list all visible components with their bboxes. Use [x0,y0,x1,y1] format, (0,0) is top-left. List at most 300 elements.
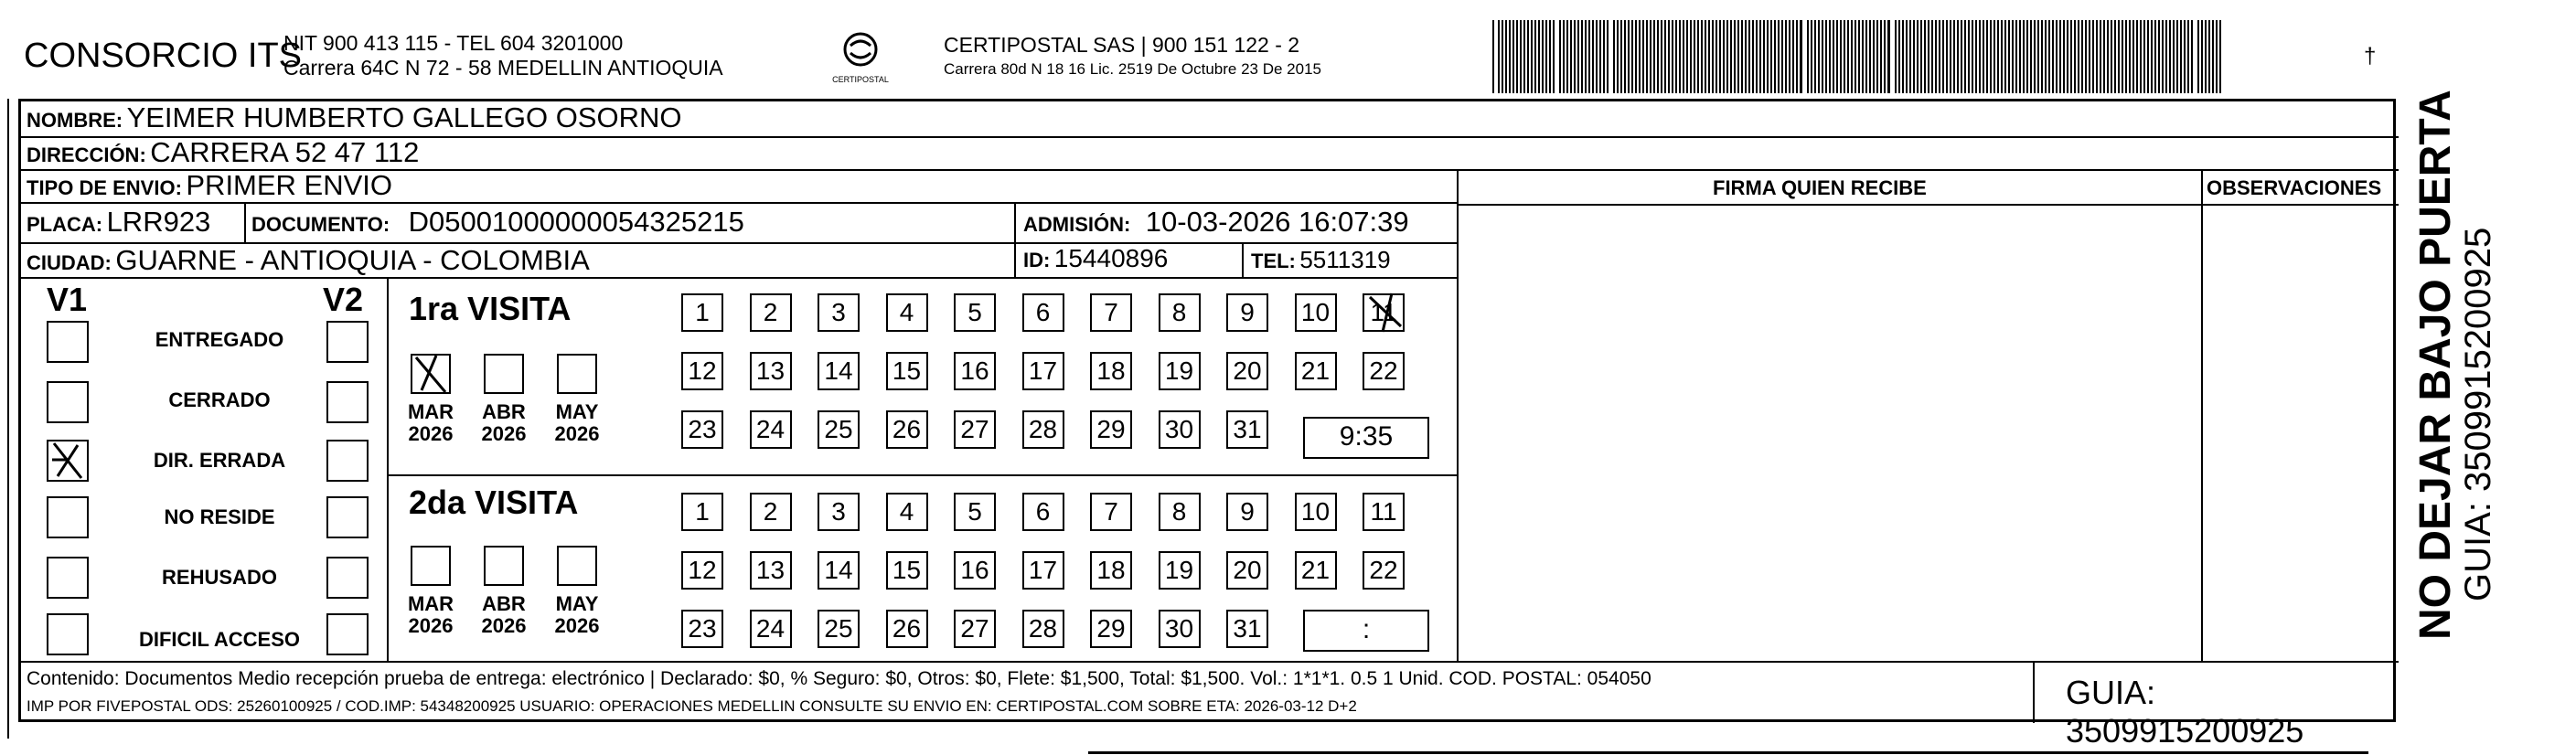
barcode-bar [2012,20,2014,93]
barcode-bar [1781,20,1783,93]
first-visit-time[interactable]: 9:35 [1303,417,1429,459]
cert-line-1: CERTIPOSTAL SAS | 900 151 122 - 2 [944,33,1300,57]
barcode-bar [2187,20,2189,93]
barcode-bar [1585,20,1587,93]
second-day-31[interactable]: 31 [1226,610,1268,648]
second-day-1[interactable]: 1 [681,493,723,531]
barcode-bar [1920,20,1922,93]
first-day-16[interactable]: 16 [954,352,996,390]
second-day-26[interactable]: 26 [886,610,928,648]
barcode-bar [2085,20,2087,93]
status-dificil-acceso: DIFICIL ACCESO [138,628,300,651]
status-entregado: ENTREGADO [155,328,284,351]
status-dir-errada: DIR. ERRADA [153,449,286,472]
first-day-10[interactable]: 10 [1295,293,1337,332]
barcode-bar [1792,20,1794,93]
second-day-11[interactable]: 11 [1363,493,1405,531]
id-value: 15440896 [1053,244,1169,272]
barcode-bar [1730,20,1732,93]
barcode-bar [1993,20,1995,93]
barcode-bar [1789,20,1790,93]
second-day-21[interactable]: 21 [1295,551,1337,590]
barcode-bar [2041,20,2043,93]
second-month-may-checkbox[interactable] [557,546,597,586]
firma-heading: FIRMA QUIEN RECIBE [1713,176,1927,199]
barcode-bar [1752,20,1754,93]
barcode-bar [1683,20,1684,93]
first-day-28[interactable]: 28 [1022,410,1064,449]
id-cell [1023,244,1168,273]
barcode-bar [1829,20,1831,93]
barcode-bar [1939,20,1940,93]
barcode-bar [1566,20,1568,93]
v1-dificil-acceso-checkbox[interactable] [47,613,89,655]
barcode-bar [1814,20,1816,93]
barcode-bar [2045,20,2047,93]
v1-dir-errada-checkbox[interactable] [47,440,89,482]
placa-cell [27,206,210,239]
barcode-bar [1705,20,1706,93]
barcode-bar [1624,20,1626,93]
barcode-bar [1581,20,1583,93]
first-month-abr-label: ABR 2026 [481,400,527,445]
barcode-bar [1855,20,1856,93]
barcode-bar [1726,20,1728,93]
barcode-bar [1957,20,1959,93]
barcode-bar [2034,20,2036,93]
barcode-bar [1549,20,1551,93]
barcode-bar [2151,20,2153,93]
second-day-27[interactable]: 27 [954,610,996,648]
direccion-row [27,136,419,169]
first-month-may-checkbox[interactable] [557,354,597,394]
first-day-9[interactable]: 9 [1226,293,1268,332]
barcode-bar [2103,20,2105,93]
delivery-form [18,99,2396,750]
v1-rehusado-checkbox[interactable] [47,557,89,599]
barcode-bar [1964,20,1966,93]
first-day-12[interactable]: 12 [681,352,723,390]
barcode-bar [1509,20,1511,93]
col-divider [1242,242,1244,277]
barcode-bar [1972,20,1973,93]
barcode-bar [1642,20,1644,93]
second-day-28[interactable]: 28 [1022,610,1064,648]
first-month-mar-label: MAR 2026 [407,400,454,445]
documento-cell [251,206,744,239]
v2-rehusado-checkbox[interactable] [326,557,369,599]
first-day-11[interactable] [1363,293,1405,332]
first-day-25[interactable]: 25 [818,410,860,449]
barcode-bar [2008,20,2010,93]
barcode-bar [1818,20,1820,93]
barcode-bar [1997,20,1999,93]
barcode-bar [1534,20,1536,93]
barcode-bar [2158,20,2160,93]
cert-line-2: Carrera 80d N 18 16 Lic. 2519 De Octubre 23 De 2015 [944,60,1321,78]
barcode-bar [1928,20,1929,93]
barcode-bar [2037,20,2039,93]
barcode-bar [2165,20,2167,93]
barcode-bar [1807,20,1809,93]
barcode-bar [1545,20,1547,93]
direccion-value: CARRERA 52 47 112 [150,136,420,168]
barcode-bar [1672,20,1673,93]
barcode-bar [2023,20,2025,93]
barcode-bar [1917,20,1919,93]
second-day-12[interactable]: 12 [681,551,723,590]
barcode-bar [2056,20,2058,93]
barcode-bar [1599,20,1601,93]
second-day-3[interactable]: 3 [818,493,860,531]
logo-text: CERTIPOSTAL [832,75,889,84]
barcode-bar [1661,20,1662,93]
barcode-bar [1664,20,1666,93]
barcode-bar [1895,20,1897,93]
barcode-bar [1898,20,1900,93]
barcode-bar [1862,20,1864,93]
first-day-15[interactable]: 15 [886,352,928,390]
barcode-bar [2154,20,2156,93]
barcode-bar [2074,20,2076,93]
second-day-8[interactable]: 8 [1159,493,1201,531]
barcode-bar [1719,20,1721,93]
handwritten-check-icon [412,356,449,392]
second-visit-title: 2da VISITA [409,484,579,521]
barcode-bar [1785,20,1787,93]
barcode-bar [1770,20,1772,93]
second-month-abr-label: ABR 2026 [481,592,527,637]
col-divider [2201,169,2203,661]
barcode-bar [2059,20,2061,93]
barcode-bar [1657,20,1659,93]
first-day-24[interactable]: 24 [750,410,792,449]
second-day-25[interactable]: 25 [818,610,860,648]
barcode-bar [2197,20,2199,93]
second-day-13[interactable]: 13 [750,551,792,590]
guia-number: GUIA: 3509915200925 [2066,674,2304,750]
barcode-bar [2212,20,2214,93]
barcode-bar [1950,20,1951,93]
first-day-2[interactable]: 2 [750,293,792,332]
first-visit-title: 1ra VISITA [409,290,572,327]
barcode-bar [2147,20,2149,93]
barcode-bar [2111,20,2112,93]
barcode-bar [1924,20,1926,93]
first-day-3[interactable]: 3 [818,293,860,332]
page-edge-line [7,99,9,739]
barcode-bar [1574,20,1576,93]
first-day-26[interactable]: 26 [886,410,928,449]
barcode-bar [1942,20,1944,93]
first-day-17[interactable]: 17 [1022,352,1064,390]
barcode-bar [2063,20,2065,93]
barcode [1492,20,2224,93]
barcode-bar [1748,20,1750,93]
barcode-bar [1873,20,1875,93]
barcode-bar [2052,20,2054,93]
barcode-bar [1800,20,1802,93]
nombre-label: NOMBRE: [27,109,123,132]
second-day-9[interactable]: 9 [1226,493,1268,531]
second-day-30[interactable]: 30 [1159,610,1201,648]
first-day-13[interactable]: 13 [750,352,792,390]
barcode-bar [1774,20,1776,93]
barcode-bar [2205,20,2207,93]
second-month-may-label: MAY 2026 [554,592,600,637]
barcode-bar [2191,20,2193,93]
v2-dir-errada-checkbox[interactable] [326,440,369,482]
barcode-bar [1607,20,1609,93]
barcode-bar [1833,20,1834,93]
v2-cerrado-checkbox[interactable] [326,381,369,423]
barcode-bar [2132,20,2134,93]
placa-value: LRR923 [106,206,211,238]
barcode-bar [2169,20,2171,93]
barcode-bar [2180,20,2182,93]
barcode-bar [2081,20,2083,93]
col-divider [1014,202,1016,277]
barcode-bar [1577,20,1579,93]
barcode-bar [1953,20,1955,93]
second-day-4[interactable]: 4 [886,493,928,531]
first-day-19[interactable]: 19 [1159,352,1201,390]
barcode-bar [1596,20,1598,93]
ciudad-label: CIUDAD: [27,251,112,274]
barcode-bar [1961,20,1962,93]
first-day-23[interactable]: 23 [681,410,723,449]
barcode-bar [1563,20,1565,93]
first-month-may-label: MAY 2026 [554,400,600,445]
signature-field[interactable] [1460,206,2197,657]
barcode-bar [2184,20,2186,93]
second-day-24[interactable]: 24 [750,610,792,648]
first-day-4[interactable]: 4 [886,293,928,332]
second-day-16[interactable]: 16 [954,551,996,590]
row-divider [21,277,1457,279]
first-day-18[interactable]: 18 [1090,352,1132,390]
barcode-bar [1639,20,1641,93]
second-day-23[interactable]: 23 [681,610,723,648]
second-day-19[interactable]: 19 [1159,551,1201,590]
tel-label: TEL: [1251,250,1296,272]
barcode-bar [1553,20,1555,93]
first-day-5[interactable]: 5 [954,293,996,332]
first-month-abr-checkbox[interactable] [484,354,524,394]
row-divider [21,202,1457,204]
barcode-bar [2125,20,2127,93]
first-day-6[interactable]: 6 [1022,293,1064,332]
barcode-bar [1990,20,1992,93]
first-month-mar-checkbox[interactable] [411,354,451,394]
admision-value: 10-03-2026 16:07:39 [1145,206,1409,238]
barcode-bar [1825,20,1827,93]
barcode-bar [1690,20,1692,93]
day-label: 11 [1370,298,1397,326]
barcode-bar [2078,20,2079,93]
second-day-14[interactable]: 14 [818,551,860,590]
first-day-22[interactable]: 22 [1363,352,1405,390]
barcode-bar [1876,20,1878,93]
barcode-bar [1986,20,1988,93]
second-day-15[interactable]: 15 [886,551,928,590]
observaciones-heading: OBSERVACIONES [2207,176,2382,199]
nit-line: NIT 900 413 115 - TEL 604 3201000 [283,31,624,55]
barcode-bar [1492,20,1494,93]
col-divider [244,202,246,242]
documento-label: DOCUMENTO: [251,213,390,236]
barcode-bar [2026,20,2028,93]
second-visit-time[interactable]: : [1303,610,1429,652]
ciudad-value: GUARNE - ANTIOQUIA - COLOMBIA [115,244,590,276]
v2-no-reside-checkbox[interactable] [326,496,369,538]
barcode-bar [1902,20,1904,93]
barcode-bar [1851,20,1853,93]
first-day-1[interactable]: 1 [681,293,723,332]
barcode-bar [1650,20,1651,93]
company-info [283,31,723,80]
corner-mark: † [2364,44,2377,69]
barcode-bar [2004,20,2006,93]
barcode-bar [2019,20,2021,93]
barcode-bar [2122,20,2123,93]
tipo-label: TIPO DE ENVIO: [27,176,182,199]
observaciones-field[interactable] [2205,206,2395,657]
barcode-bar [1763,20,1765,93]
tel-cell [1251,246,1391,274]
second-day-2[interactable]: 2 [750,493,792,531]
second-day-17[interactable]: 17 [1022,551,1064,590]
v2-entregado-checkbox[interactable] [326,321,369,363]
handwritten-check-icon [1364,290,1405,335]
second-day-29[interactable]: 29 [1090,610,1132,648]
barcode-bar [2129,20,2131,93]
first-day-27[interactable]: 27 [954,410,996,449]
barcode-bar [1603,20,1605,93]
footer-divider [21,661,2399,663]
first-day-31[interactable]: 31 [1226,410,1268,449]
barcode-bar [2216,20,2218,93]
first-day-8[interactable]: 8 [1159,293,1201,332]
first-day-30[interactable]: 30 [1159,410,1201,449]
barcode-bar [2067,20,2068,93]
barcode-bar [1613,20,1615,93]
barcode-bar [2048,20,2050,93]
barcode-bar [1887,20,1890,93]
barcode-bar [1708,20,1710,93]
barcode-bar [1836,20,1838,93]
v2-heading: V2 [323,281,364,318]
barcode-bar [1716,20,1717,93]
footer-imp-line: IMP POR FIVEPOSTAL ODS: 25260100925 / COD.IMP: 54348200925 USUARIO: OPERACIONES MEDELLIN CONSULTE SU ENVIO EN: CERTIPOSTAL.COM SOBRE ETA: 2026-03-12 D+2 [27,697,1357,715]
first-day-7[interactable]: 7 [1090,293,1132,332]
barcode-bar [2143,20,2145,93]
first-day-14[interactable]: 14 [818,352,860,390]
barcode-bar [1668,20,1670,93]
second-month-abr-checkbox[interactable] [484,546,524,586]
id-label: ID: [1023,249,1051,271]
barcode-bar [1767,20,1769,93]
second-day-22[interactable]: 22 [1363,551,1405,590]
barcode-bar [1675,20,1677,93]
barcode-bar [1847,20,1849,93]
nombre-row [27,101,681,134]
barcode-bar [1694,20,1695,93]
barcode-bar [2107,20,2109,93]
first-day-20[interactable]: 20 [1226,352,1268,390]
barcode-bar [2219,20,2221,93]
barcode-bar [1741,20,1743,93]
second-day-6[interactable]: 6 [1022,493,1064,531]
barcode-bar [1869,20,1871,93]
certipostal-logo [823,27,898,88]
second-month-mar-checkbox[interactable] [411,546,451,586]
second-day-5[interactable]: 5 [954,493,996,531]
nombre-value: YEIMER HUMBERTO GALLEGO OSORNO [126,101,682,133]
second-day-10[interactable]: 10 [1295,493,1337,531]
barcode-bar [1811,20,1812,93]
barcode-bar [1983,20,1984,93]
barcode-bar [1631,20,1633,93]
barcode-bar [1737,20,1739,93]
v2-dificil-acceso-checkbox[interactable] [326,613,369,655]
barcode-bar [1701,20,1703,93]
first-day-21[interactable]: 21 [1295,352,1337,390]
status-no-reside: NO RESIDE [164,505,275,528]
barcode-bar [1906,20,1908,93]
v1-heading: V1 [47,281,88,318]
barcode-bar [1880,20,1882,93]
first-day-29[interactable]: 29 [1090,410,1132,449]
barcode-bar [1570,20,1572,93]
status-cerrado: CERRADO [168,388,271,411]
barcode-bar [1531,20,1533,93]
barcode-bar [1822,20,1823,93]
barcode-bar [1844,20,1845,93]
footer-content-line: Contenido: Documentos Medio recepción prueba de entrega: electrónico | Declarado: $0, % Seguro: $0, Otros: $0, Flete: $1,500, Total: $1,500. Vol.: 1*1*1. 0.5 1 Unid. COD. POSTAL: 054050 [27,668,1651,689]
v1-no-reside-checkbox[interactable] [47,496,89,538]
barcode-bar [2173,20,2175,93]
barcode-bar [2070,20,2072,93]
barcode-bar [2136,20,2138,93]
barcode-bar [1620,20,1622,93]
barcode-bar [1778,20,1780,93]
barcode-bar [1931,20,1933,93]
barcode-bar [2176,20,2178,93]
barcode-bar [1542,20,1544,93]
barcode-bar [1913,20,1915,93]
v1-entregado-checkbox[interactable] [47,321,89,363]
barcode-bar [2096,20,2098,93]
barcode-bar [2001,20,2003,93]
barcode-bar [1520,20,1522,93]
admision-label: ADMISIÓN: [1023,213,1131,236]
second-day-7[interactable]: 7 [1090,493,1132,531]
barcode-bar [1865,20,1867,93]
barcode-bar [2208,20,2210,93]
barcode-bar [1686,20,1688,93]
second-day-20[interactable]: 20 [1226,551,1268,590]
barcode-bar [2100,20,2101,93]
col-divider [387,277,389,661]
second-day-18[interactable]: 18 [1090,551,1132,590]
barcode-bar [2114,20,2116,93]
tipo-row [27,169,392,202]
barcode-bar [1646,20,1648,93]
v1-cerrado-checkbox[interactable] [47,381,89,423]
barcode-bar [1679,20,1681,93]
barcode-bar [2162,20,2164,93]
